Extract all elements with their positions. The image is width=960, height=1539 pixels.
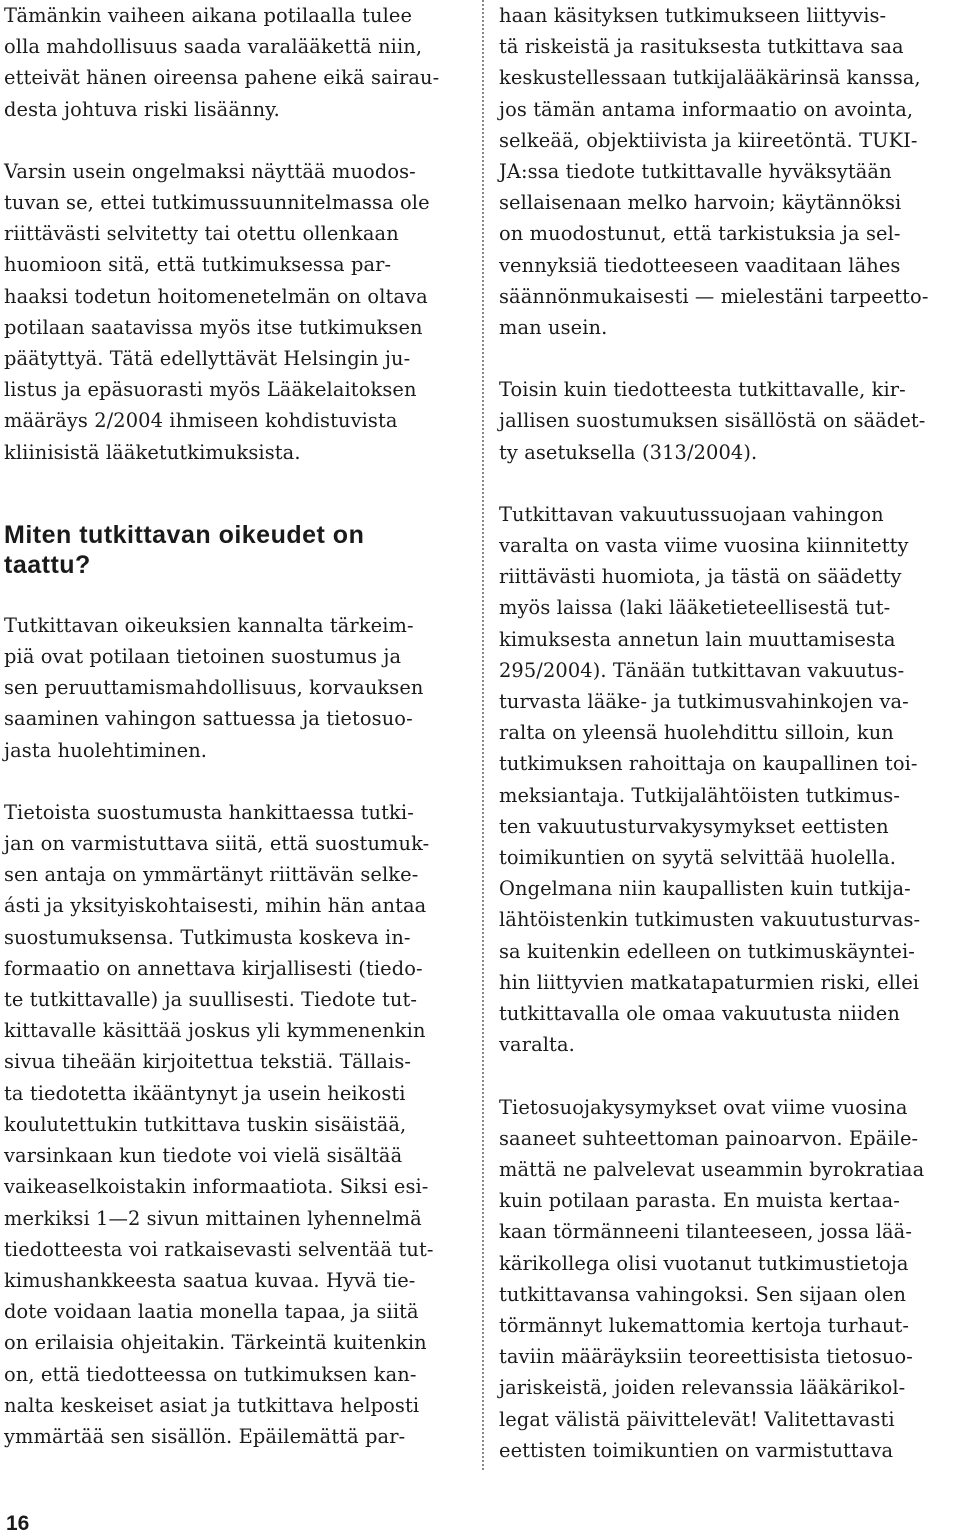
column-divider bbox=[482, 0, 484, 1470]
page-number: 16 bbox=[6, 1512, 30, 1535]
left-column bbox=[4, 0, 466, 1452]
left-paragraph-3: Tutkittavan oikeuksien kannalta tärkeim- piä ovat potilaan tietoinen suostumus ja sen peruuttamismahdollisuus, korvauksen saaminen vahingon sattuessa ja tietosuo- jasta huolehtiminen. bbox=[4, 613, 424, 762]
right-paragraph-1: haan käsityksen tutkimukseen liittyvis- tä riskeistä ja rasituksesta tutkittava saa keskustellessaan tutkijalääkärinsä kanssa, jos tämän antama informaatio on avointa, selkeää, objektiivista ja kiireetöntä. TUKI- JA:ssa tiedote tutkittavalle hyväksytään sellaisenaan melko harvoin; käytännöksi on muodostunut, että tarkistuksia ja sel- vennyksiä tiedotteeseen vaaditaan lähes säännönmukaisesti — mielestäni tarpeetto- man usein. bbox=[499, 4, 929, 340]
right-paragraph-3: Tutkittavan vakuutussuojaan vahingon varalta on vasta viime vuosina kiinnitetty riittävästi huomiota, ja tästä on säädetty myös laissa (laki lääketieteellisestä tut- kimuksesta annetun lain muuttamisesta 295/2004). Tänään tutkittavan vakuutus- turvasta lääke- ja tutkimusvahinkojen va- ralta on yleensä huolehdittu silloin, kun tutkimuksen rahoittaja on kaupallinen toi- meksiantaja. Tutkijalähtöisten tutkimus- ten vakuutusturvakysymykset eettisten toimikuntien on syytä selvittää huolella. Ongelmana niin kaupallisten kuin tutkija- lähtöistenkin tutkimusten vakuutusturvas- sa kuitenkin edelleen on tutkimuskäyntei- hin liittyvien matkatapaturmien riski, ellei tutkittavalla ole omaa vakuutusta niiden varalta. bbox=[499, 502, 921, 1057]
left-paragraph-2: Varsin usein ongelmaksi näyttää muodos- tuvan se, ettei tutkimussuunnitelmassa ole riittävästi selvitetty tai otettu ollenkaan huomioon sitä, että tutkimuksessa par- haaksi todetun hoitomenetelmän on oltava potilaan saatavissa myös itse tutkimuksen päätyttyä. Tätä edellyttävät Helsingin ju- listus ja epäsuorasti myös Lääkelaitoksen määräys 2/2004 ihmiseen kohdistuvista kliinisistä lääketutkimuksista. bbox=[4, 159, 430, 464]
section-heading: Miten tutkittavan oikeudet on taattu? bbox=[4, 520, 365, 579]
left-paragraph-1: Tämänkin vaiheen aikana potilaalla tulee olla mahdollisuus saada varalääkettä niin, etteivät hänen oireensa pahene eikä sairau- desta johtuva riski lisäänny. bbox=[4, 4, 440, 121]
right-paragraph-4: Tietosuojakysymykset ovat viime vuosina saaneet suhteettoman painoarvon. Epäile- mättä ne palvelevat useammin byrokratiaa kuin potilaan parasta. En muista kertaa- kaan törmänneeni tilanteeseen, jossa lää- kärikollega olisi vuotanut tutkimustietoja tutkittavansa vahingoksi. Sen sijaan olen törmännyt lukemattomia kertoja turhaut- taviin määräyksiin teoreettisista tietosuo- jariskeistä, joiden relevanssia lääkärikol- legat välistä päivittelevät! Valitettavasti eettisten toimikuntien on varmistuttava bbox=[499, 1095, 925, 1462]
right-paragraph-2: Toisin kuin tiedotteesta tutkittavalle, kir- jallisen suostumuksen sisällöstä on säädet- ty asetuksella (313/2004). bbox=[499, 378, 926, 464]
right-column bbox=[499, 0, 957, 1466]
left-paragraph-4: Tietoista suostumusta hankittaessa tutki- jan on varmistuttava siitä, että suostumuk- sen antaja on ymmärtänyt riittävän selke- ásti ja yksityiskohtaisesti, mihin hän antaa suostumuksensa. Tutkimusta koskeva in- formaatio on annettava kirjallisesti (tiedo- te tutkittavalle) ja suullisesti. Tiedote tut- kittavalle käsittää joskus yli kymmenenkin sivua tiheään kirjoitettua tekstiä. Tällais- ta tiedotetta ikääntynyt ja usein heikosti koulutettukin tutkittava tuskin sisäistää, varsinkaan kun tiedote voi vielä sisältää vaikeaselkoistakin informaatiota. Siksi esi- merkiksi 1—2 sivun mittainen lyhennelmä tiedotteesta voi ratkaisevasti selventää tut- kimushankkeesta saatua kuvaa. Hyvä tie- dote voidaan laatia monella tapaa, ja siitä on erilaisia ohjeitakin. Tärkeintä kuitenkin on, että tiedotteessa on tutkimuksen kan- nalta keskeiset asiat ja tutkittava helposti ymmärtää sen sisällön. Epäilemättä par- bbox=[4, 800, 434, 1448]
